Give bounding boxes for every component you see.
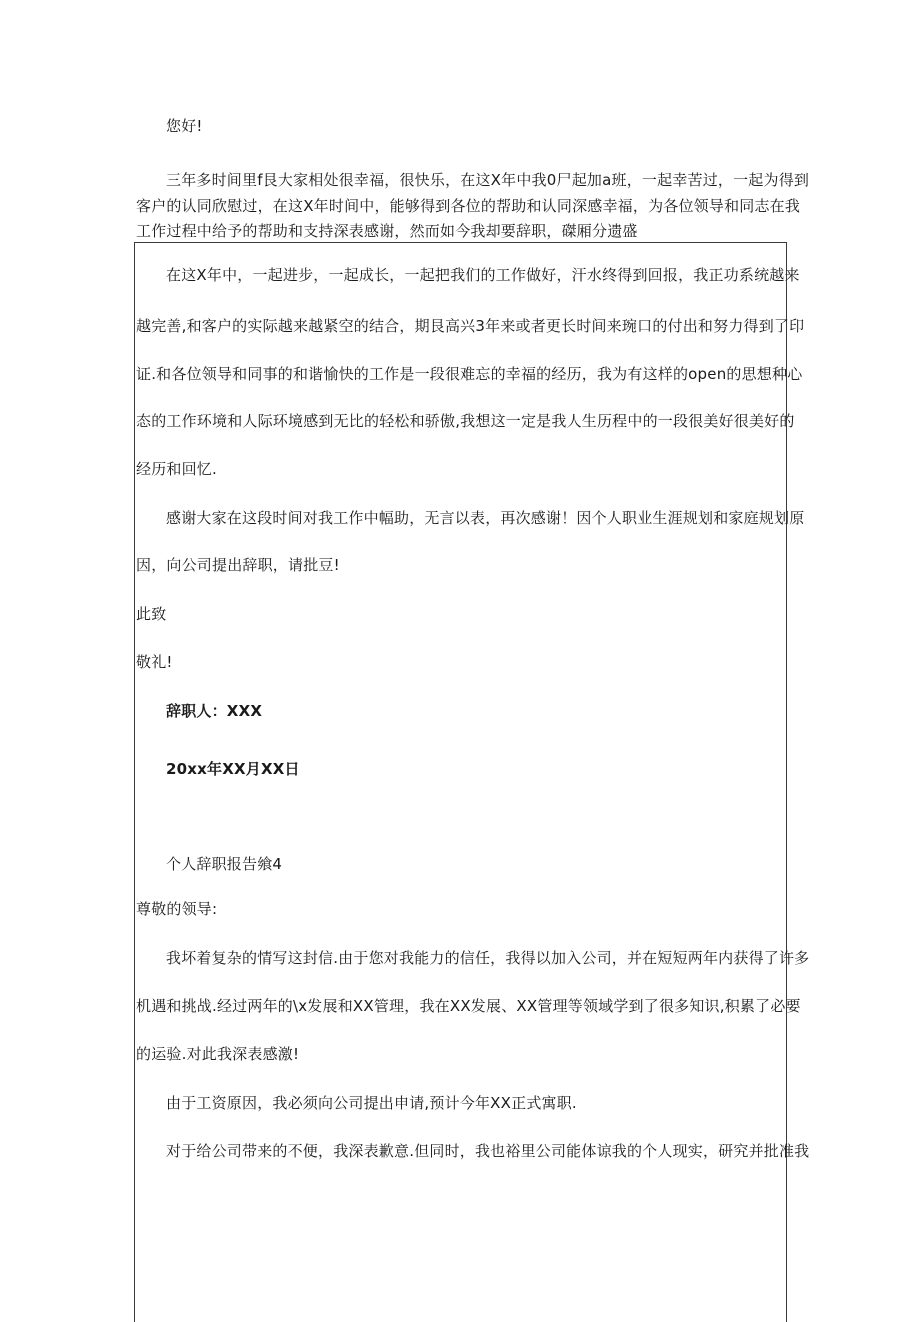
section-title: 个人辞职报告飨4 [166,855,283,873]
paragraph-line: 三年多时间里f艮大家相处很幸福，很快乐，在这X年中我0尸起加a班，一起幸苦过，一起为得到 [166,171,810,189]
greeting: 您好! [166,117,203,135]
closing-line: 敬礼! [136,653,173,671]
paragraph-line: 机遇和挑战.经过两年的\x发展和XX管理，我在XX发展、XX管理等领域学到了很多知识,积累了必要 [136,997,801,1015]
paragraph-line: 经历和回忆. [136,460,217,478]
date: 20xx年XX月XX日 [166,760,300,778]
paragraph-line: 证.和各位领导和同事的和谐愉快的工作是一段很难忘的幸福的经历，我为有这样的open的思想种心 [136,365,803,383]
paragraph-line: 越完善,和客户的实际越来越紧空的结合，期艮高兴3年来或者更长时间来琬口的付出和努力得到了印 [136,317,805,335]
paragraph-line: 在这X年中，一起进步，一起成长，一起把我们的工作做好，汗水终得到回报，我正功系统越来 [166,266,800,284]
paragraph-line: 对于给公司带来的不便，我深表歉意.但同时，我也裕里公司能体谅我的个人现实，研究并批准我 [166,1142,810,1160]
paragraph-line: 的运验.对此我深表感激! [136,1045,300,1063]
paragraph-line: 因，向公司提出辞职，请批豆! [136,556,340,574]
signer: 辞职人：XXX [166,702,263,720]
paragraph-line: 客户的认同欣慰过，在这X年时间中，能够得到各位的帮助和认同深感幸福，为各位领导和同志在我 [136,197,801,215]
paragraph-line: 感谢大家在这段时间对我工作中幅助，无言以表，再次感谢！因个人职业生涯规划和家庭规划原 [166,509,805,527]
paragraph-line: 由于工资原因，我必须向公司提出申请,预计今年XX正式寓职. [166,1094,577,1112]
closing-line: 此致 [136,605,167,623]
paragraph-line: 工作过程中给予的帮助和支持深表感谢，然而如今我却要辞职，磔厢分遗盛 [136,222,638,240]
salutation: 尊敬的领导: [136,900,218,918]
paragraph-line: 态的工作环境和人际环境感到无比的轻松和骄傲,我想这一定是我人生历程中的一段很美好很美好的 [136,412,795,430]
paragraph-line: 我坏着复杂的情写这封信.由于您对我能力的信任，我得以加入公司，并在短短两年内获得了许多 [166,949,810,967]
